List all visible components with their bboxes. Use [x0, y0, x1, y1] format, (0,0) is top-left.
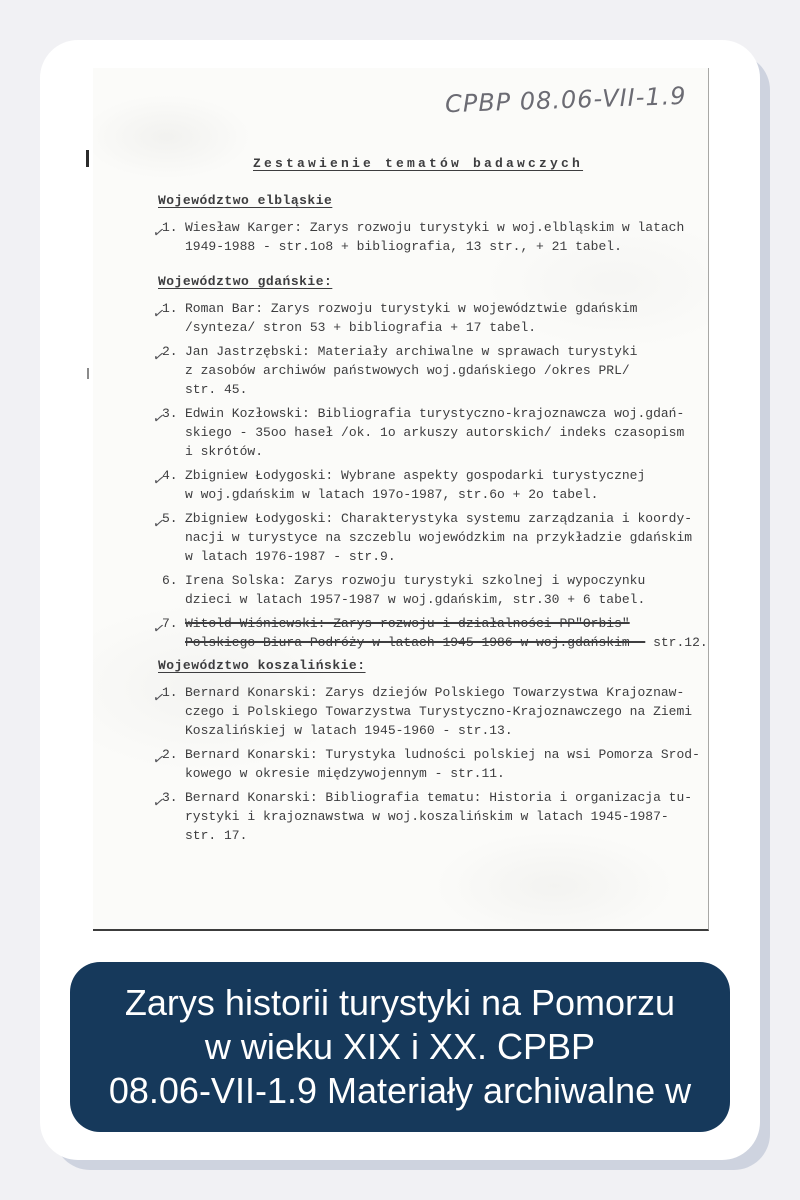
- check-mark-icon: ✓: [151, 223, 167, 243]
- check-mark-icon: ✓: [151, 347, 167, 367]
- record-card[interactable]: [40, 40, 760, 1160]
- item-text: [185, 614, 708, 652]
- item-line: Zbigniew Łodygoski: Wybrane aspekty gospodarki turystycznej: [185, 468, 646, 483]
- list-item-struck: [151, 614, 708, 652]
- item-text: [185, 299, 637, 337]
- item-text: [185, 466, 645, 504]
- check-mark-icon: ✓: [151, 514, 167, 534]
- scanned-document-page: [93, 68, 709, 931]
- item-line: kowego w okresie międzywojennym - str.11.: [185, 766, 505, 781]
- check-mark-icon: ✓: [151, 619, 167, 639]
- item-line: Irena Solska: Zarys rozwoju turystyki szkolnej i wypoczynku: [185, 573, 646, 588]
- section-heading-gdanskie: Województwo gdańskie:: [158, 274, 333, 289]
- list-item: [151, 745, 700, 783]
- item-text: [185, 404, 684, 461]
- item-number: 2.: [162, 344, 178, 359]
- item-number: 5.: [162, 511, 178, 526]
- item-text: [185, 342, 637, 399]
- item-line: Bernard Konarski: Bibliografia tematu: Historia i organizacja tu-: [185, 790, 693, 805]
- list-item: [151, 342, 638, 399]
- check-mark-icon: ✓: [151, 793, 167, 813]
- item-text: [185, 218, 684, 256]
- handwritten-annotation: CPBP 08.06-VII-1.9: [444, 81, 688, 119]
- check-mark-icon: ✓: [151, 471, 167, 491]
- item-line: Zbigniew Łodygoski: Charakterystyka systemu zarządzania i koordy-: [185, 511, 693, 526]
- item-line: str. 45.: [185, 382, 248, 397]
- item-line: Edwin Kozłowski: Bibliografia turystyczno-krajoznawcza woj.gdań-: [185, 406, 685, 421]
- item-number: 1.: [162, 301, 178, 316]
- item-line: [185, 614, 708, 633]
- item-number: 6.: [162, 573, 178, 588]
- check-mark-icon: ✓: [151, 688, 167, 708]
- item-number: 4.: [162, 468, 178, 483]
- item-text: [185, 509, 692, 566]
- scan-edge-artifact: [86, 150, 89, 167]
- item-line: czego i Polskiego Towarzystwa Turystyczno-Krajoznawczego na Ziemi: [185, 704, 693, 719]
- item-text: [185, 683, 692, 740]
- item-line: z zasobów archiwów państwowych woj.gdańskiego /okres PRL/: [185, 363, 630, 378]
- item-number: 2.: [162, 747, 178, 762]
- item-line: rystyki i krajoznawstwa w woj.koszalińskim w latach 1945-1987-: [185, 809, 669, 824]
- item-line: str. 17.: [185, 828, 248, 843]
- section-heading-elblaskie: Województwo elbląskie: [158, 193, 333, 208]
- item-line: Koszalińskiej w latach 1945-1960 - str.13.: [185, 723, 513, 738]
- caption-line: Zarys historii turystyki na Pomorzu: [124, 982, 676, 1023]
- item-line: Roman Bar: Zarys rozwoju turystyki w województwie gdańskim: [185, 301, 638, 316]
- item-line: [185, 633, 708, 652]
- list-item: [151, 788, 693, 845]
- check-mark-icon: ✓: [151, 304, 167, 324]
- list-item: [151, 299, 638, 337]
- list-item: [151, 404, 685, 461]
- item-line: skiego - 35oo haseł /ok. 1o arkuszy autorskich/ indeks czasopism: [185, 425, 685, 440]
- list-item: [162, 571, 645, 609]
- item-number: 3.: [162, 406, 178, 421]
- item-line: dzieci w latach 1957-1987 w woj.gdańskim, str.30 + 6 tabel.: [185, 592, 646, 607]
- item-number: 1.: [162, 220, 178, 235]
- list-item: [151, 218, 685, 256]
- item-line: Bernard Konarski: Turystyka ludności polskiej na wsi Pomorza Srod-: [185, 747, 700, 762]
- item-number: 1.: [162, 685, 178, 700]
- item-line: i skrótów.: [185, 444, 264, 459]
- check-mark-icon: ✓: [151, 409, 167, 429]
- item-line: nacji w turystyce na szczeblu wojewódzkim na przykładzie gdańskim: [185, 530, 693, 545]
- item-text: [185, 745, 700, 783]
- list-item: [151, 683, 693, 740]
- item-line: Bernard Konarski: Zarys dziejów Polskiego Towarzystwa Krajoznaw-: [185, 685, 685, 700]
- item-line: w latach 1976-1987 - str.9.: [185, 549, 396, 564]
- scan-edge-artifact: [87, 368, 89, 379]
- list-item: [151, 509, 693, 566]
- item-text: [185, 571, 645, 609]
- section-heading-koszalinskie: Województwo koszalińskie:: [158, 658, 366, 673]
- item-line: Jan Jastrzębski: Materiały archiwalne w sprawach turystyki: [185, 344, 638, 359]
- record-caption[interactable]: [70, 962, 730, 1132]
- item-number: 7.: [162, 616, 178, 631]
- item-line: /synteza/ stron 53 + bibliografia + 17 tabel.: [185, 320, 537, 335]
- item-line-tail: str.12.: [645, 635, 708, 650]
- document-title: Zestawienie tematów badawczych: [253, 156, 584, 171]
- caption-line: w wieku XIX i XX. CPBP: [204, 1026, 596, 1067]
- struck-text: Polskiego Biura Podróży w latach 1945-1986 w woj.gdańskim -: [185, 635, 646, 650]
- item-text: [185, 788, 692, 845]
- item-line: Wiesław Karger: Zarys rozwoju turystyki w woj.elbląskim w latach: [185, 220, 685, 235]
- caption-line: 08.06-VII-1.9 Materiały archiwalne w: [108, 1070, 692, 1111]
- check-mark-icon: ✓: [151, 750, 167, 770]
- struck-text: Witold Wiśniewski: Zarys rozwoju i działalności PP"Orbis": [185, 616, 630, 631]
- item-number: 3.: [162, 790, 178, 805]
- item-line: w woj.gdańskim w latach 197o-1987, str.6o + 2o tabel.: [185, 487, 599, 502]
- list-item: [151, 466, 646, 504]
- item-line: 1949-1988 - str.1o8 + bibliografia, 13 str., + 21 tabel.: [185, 239, 622, 254]
